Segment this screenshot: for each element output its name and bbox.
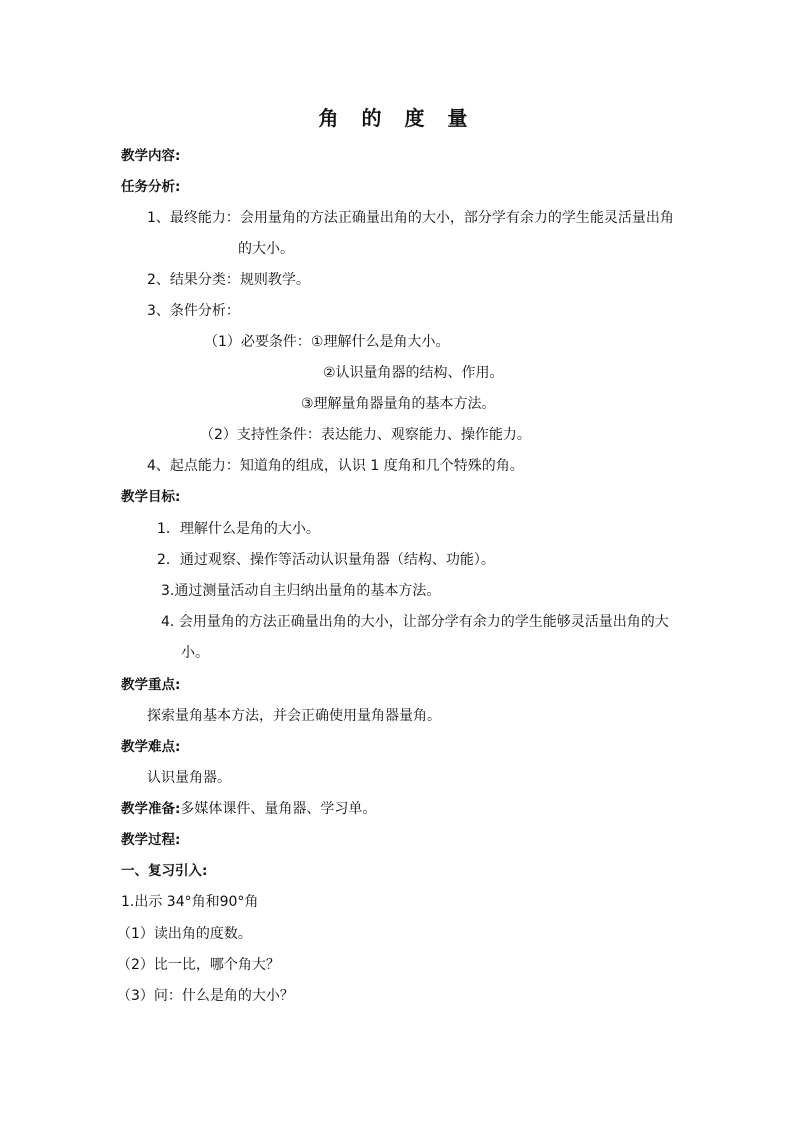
key-text: 探索量角基本方法，并会正确使用量角器量角。 bbox=[147, 708, 441, 724]
condition-1-b: ②认识量角器的结构、作用。 bbox=[323, 365, 504, 381]
condition-2: （2）支持性条件：表达能力、观察能力、操作能力。 bbox=[200, 427, 531, 443]
analysis-item-1-cont: 的大小。 bbox=[238, 241, 294, 257]
goal-4: 4. 会用量角的方法正确量出角的大小，让部分学有余力的学生能够灵活量出角的大 bbox=[161, 614, 669, 630]
analysis-item-3: 3、条件分析： bbox=[147, 303, 240, 319]
section-content-label: 教学内容: bbox=[121, 148, 181, 164]
condition-1: （1）必要条件：①理解什么是角大小。 bbox=[204, 334, 450, 350]
prep-row bbox=[121, 800, 376, 818]
goal-1: 1．理解什么是角的大小。 bbox=[157, 521, 320, 537]
analysis-item-1: 1、最终能力：会用量角的方法正确量出角的大小，部分学有余力的学生能灵活量出角 bbox=[147, 210, 674, 226]
goal-3: 3.通过测量活动自主归纳出量角的基本方法。 bbox=[161, 583, 441, 599]
goal-2: 2．通过观察、操作等活动认识量角器（结构、功能）。 bbox=[157, 552, 495, 568]
goal-4-cont: 小。 bbox=[181, 645, 209, 661]
process-question-3: （3）问：什么是角的大小？ bbox=[117, 988, 294, 1004]
condition-1-c: ③理解量角器量角的基本方法。 bbox=[301, 396, 496, 412]
section-goals-label: 教学目标: bbox=[121, 489, 181, 505]
section-key-label: 教学重点: bbox=[121, 677, 181, 693]
prep-text: 多媒体课件、量角器、学习单。 bbox=[180, 801, 377, 817]
process-question-1: （1）读出角的度数。 bbox=[117, 926, 252, 942]
section-prep-label: 教学准备: bbox=[121, 801, 181, 817]
section-difficulty-label: 教学难点: bbox=[121, 739, 181, 755]
process-step-1: 1.出示 34°角和90°角 bbox=[121, 894, 259, 910]
process-part-1: 一、复习引入: bbox=[121, 863, 208, 879]
analysis-item-4: 4、起点能力：知道角的组成，认识 1 度角和几个特殊的角。 bbox=[147, 458, 524, 474]
analysis-item-2: 2、结果分类：规则教学。 bbox=[147, 272, 310, 288]
process-question-2: （2）比一比，哪个角大？ bbox=[117, 957, 280, 973]
section-analysis-label: 任务分析: bbox=[121, 179, 181, 195]
section-process-label: 教学过程: bbox=[121, 832, 181, 848]
page-title: 角 的 度 量 bbox=[318, 106, 476, 130]
difficulty-text: 认识量角器。 bbox=[147, 770, 231, 786]
